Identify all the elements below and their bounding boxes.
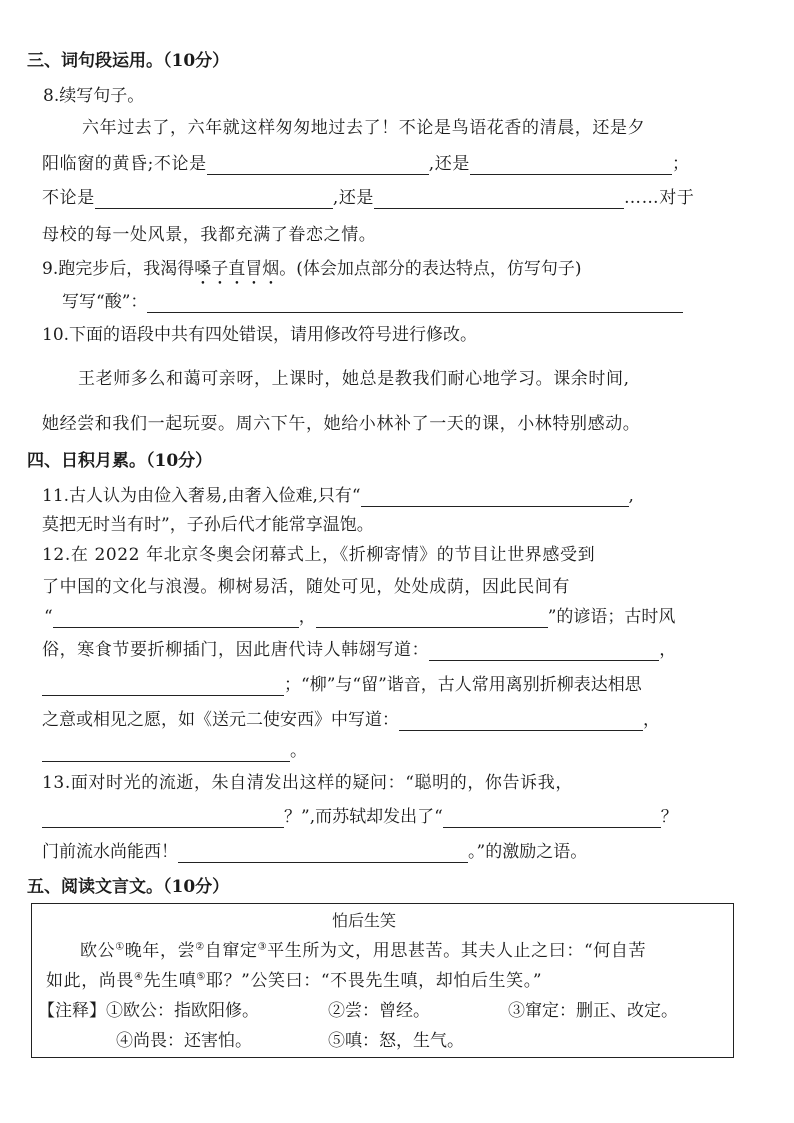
note-2: ②尝：曾经。 xyxy=(328,1001,430,1021)
q8-line-3: 不论是 ,还是 ……对于 xyxy=(42,188,695,208)
q13-line-2: ？”,而苏轼却发出了“ ？ xyxy=(42,806,678,828)
answer-blank[interactable] xyxy=(429,642,659,661)
q12-line-4: 俗，寒食节要折柳插门，因此唐代诗人韩翃写道： ， xyxy=(42,640,677,660)
passage-line-1: 欧公①晚年，尝②自窜定③平生所为文，用思甚苦。其夫人止之曰：“何自苦 xyxy=(80,941,647,961)
passage-line-2: 如此，尚畏④先生嗔⑤耶？”公笑曰：“不畏先生嗔，却怕后生笑。” xyxy=(46,971,543,991)
q8-line-1: 六年过去了，六年就这样匆匆地过去了！不论是鸟语花香的清晨，还是夕 xyxy=(82,118,646,138)
answer-blank[interactable] xyxy=(470,156,672,175)
q13-line-3: 门前流水尚能西！ 。”的激励之语。 xyxy=(42,842,588,862)
answer-blank[interactable] xyxy=(443,809,661,828)
section-3-title: 三、词句段运用。（10分） xyxy=(27,51,230,71)
q8-line-4: 母校的每一处风景，我都充满了眷恋之情。 xyxy=(42,225,377,245)
answer-blank[interactable] xyxy=(42,677,284,696)
answer-blank[interactable] xyxy=(53,609,299,628)
section-5-title: 五、阅读文言文。（10分） xyxy=(27,877,230,897)
q12-line-6: 之意或相见之愿，如《送元二使安西》中写道： ， xyxy=(42,710,660,730)
q10-paragraph-line-2: 她经尝和我们一起玩耍。周六下午，她给小林补了一天的课，小林特别感动。 xyxy=(42,414,641,434)
question-9: 9.跑完步后，我渴得嗓子直冒烟。(体会加点部分的表达特点，仿写句子) xyxy=(42,259,582,279)
q12-line-5: ；“柳”与“留”谐音，古人常用离别折柳表达相思 xyxy=(42,674,642,696)
q12-line-2: 了中国的文化与浪漫。柳树易活，随处可见，处处成荫，因此民间有 xyxy=(42,577,570,597)
q12-line-1: 12.在 2022 年北京冬奥会闭幕式上，《折柳寄情》的节目让世界感受到 xyxy=(42,545,596,565)
q10-paragraph-line-1: 王老师多么和蔼可亲呀，上课时，她总是教我们耐心地学习。课余时间, xyxy=(78,369,630,389)
dotted-phrase: 嗓子直冒烟 xyxy=(194,259,280,279)
section-4-title: 四、日积月累。（10分） xyxy=(27,451,213,471)
answer-blank[interactable] xyxy=(42,743,290,762)
q12-line-3: “ ， ”的谚语；古时风 xyxy=(44,607,676,627)
note-4: ④尚畏：还害怕。 xyxy=(116,1031,252,1051)
answer-blank[interactable] xyxy=(178,844,468,863)
notes-line-1: 【注释】①欧公：指欧阳修。 xyxy=(38,1001,259,1021)
answer-blank[interactable] xyxy=(361,488,629,507)
answer-blank[interactable] xyxy=(374,190,624,209)
question-10-label: 10.下面的语段中共有四处错误，请用修改符号进行修改。 xyxy=(42,325,478,345)
q11-line-1: 11.古人认为由俭入奢易,由奢入俭难,只有“ , xyxy=(42,486,634,506)
question-8-label: 8.续写句子。 xyxy=(43,86,145,106)
classical-passage-box xyxy=(31,903,734,1058)
q12-line-7: 。 xyxy=(42,740,307,762)
answer-blank[interactable] xyxy=(42,809,284,828)
answer-blank[interactable] xyxy=(316,609,548,628)
note-5: ⑤嗔：怒，生气。 xyxy=(328,1031,464,1051)
answer-blank[interactable] xyxy=(147,294,683,313)
q9-write-line: 写写“酸”： xyxy=(62,291,683,313)
passage-title: 怕后生笑 xyxy=(332,911,397,930)
answer-blank[interactable] xyxy=(399,712,643,731)
q13-line-1: 13.面对时光的流逝，朱自清发出这样的疑问：“聪明的，你告诉我， xyxy=(42,773,573,793)
note-3: ③窜定：删正、改定。 xyxy=(508,1001,678,1021)
answer-blank[interactable] xyxy=(207,156,429,175)
answer-blank[interactable] xyxy=(95,190,333,209)
q8-line-2: 阳临窗的黄昏;不论是 ,还是 ； xyxy=(42,154,690,174)
q11-line-2: 莫把无时当有时”，子孙后代才能常享温饱。 xyxy=(42,515,374,535)
